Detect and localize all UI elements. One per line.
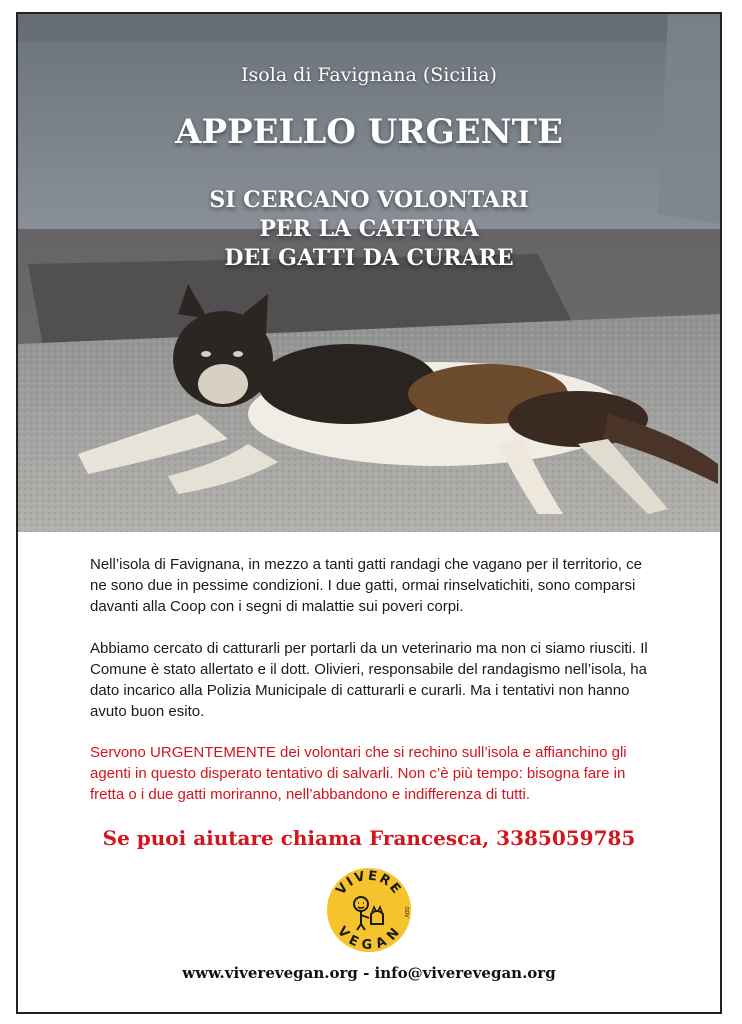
logo-top-text: VIVERE	[333, 868, 405, 899]
cat-photo-illustration	[18, 14, 720, 532]
subtitle-line: SI CERCANO VOLONTARI	[209, 187, 529, 213]
paragraph-attempts: Abbiamo cercato di catturarli per portarli da un veterinario ma non ci siamo riusciti. Il Comune è stato allertato e il dott. Olivieri, responsabile del randagismo nell’isola, ha dato incarico alla Polizia Municipale di catturarli e curarli. Ma i tentativi non hanno avuto buon esito.	[90, 640, 648, 720]
logo-bottom-text: VEGAN	[333, 924, 404, 953]
logo-small-text: ODV	[403, 906, 409, 918]
paragraph-urgent-appeal: Servono URGENTEMENTE dei volontari che si rechino sull’isola e affianchino gli agenti in questo disperato tentativo di salvarli. Non c’è più tempo: bisogna fare in fretta o i due gatti moriranno, nell’abbandono e indifferenza di tutti.	[90, 744, 627, 803]
subtitle-line: DEI GATTI DA CURARE	[224, 245, 514, 271]
vivere-vegan-logo	[325, 866, 413, 954]
subtitle	[18, 186, 720, 273]
paragraph-situation: Nell’isola di Favignana, in mezzo a tanti gatti randagi che vagano per il territorio, ce ne sono due in pessime condizioni. I due gatti, ormai rinselvatichiti, sono comparsi davanti alla Coop con i segni di malattie sui poveri corpi.	[90, 556, 642, 615]
subtitle-line: PER LA CATTURA	[259, 216, 479, 242]
cat-photo	[18, 14, 720, 532]
call-to-action: Se puoi aiutare chiama Francesca, 3385059785	[102, 826, 636, 850]
page-title: APPELLO URGENTE	[175, 112, 563, 152]
poster-frame	[16, 12, 722, 1014]
footer-contacts: www.viverevegan.org - info@viverevegan.org	[182, 964, 556, 982]
location-heading: Isola di Favignana (Sicilia)	[241, 64, 497, 86]
